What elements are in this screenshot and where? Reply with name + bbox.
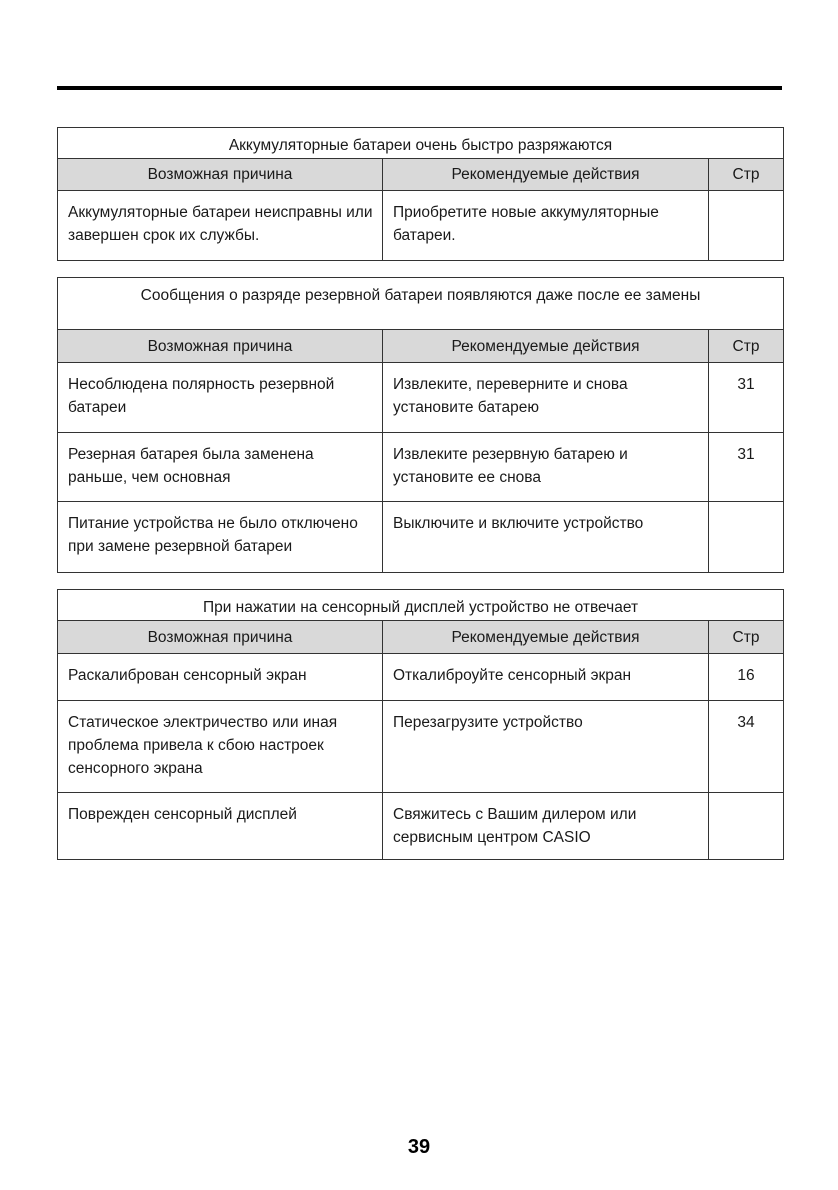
section-title: При нажатии на сенсорный дисплей устройство не отвечает xyxy=(58,590,784,621)
table-row xyxy=(58,363,784,433)
column-header-page: Стр xyxy=(709,621,784,654)
action-cell: Перезагрузите устройство xyxy=(383,701,709,793)
column-header-action: Рекомендуемые действия xyxy=(383,330,709,363)
column-header-cause: Возможная причина xyxy=(58,621,383,654)
table-row xyxy=(58,793,784,860)
page-cell xyxy=(709,502,784,573)
cause-cell: Питание устройства не было отключено при замене резервной батареи xyxy=(58,502,383,573)
page-cell xyxy=(709,793,784,860)
action-cell: Извлеките, переверните и снова установите батарею xyxy=(383,363,709,433)
page-cell: 31 xyxy=(709,433,784,502)
column-header-action: Рекомендуемые действия xyxy=(383,621,709,654)
cause-cell: Резерная батарея была заменена раньше, чем основная xyxy=(58,433,383,502)
column-header-page: Стр xyxy=(709,330,784,363)
action-cell: Извлеките резервную батарею и установите ее снова xyxy=(383,433,709,502)
column-header-cause: Возможная причина xyxy=(58,330,383,363)
section-title: Сообщения о разряде резервной батареи появляются даже после ее замены xyxy=(58,278,784,330)
cause-cell: Статическое электричество или иная проблема привела к сбою настроек сенсорного экрана xyxy=(58,701,383,793)
table-row xyxy=(58,433,784,502)
troubleshooting-table-backup-battery xyxy=(57,277,784,573)
troubleshooting-table-batteries-drain xyxy=(57,127,784,261)
table-row xyxy=(58,191,784,261)
top-rule xyxy=(57,86,782,90)
page-cell: 16 xyxy=(709,654,784,701)
column-header-cause: Возможная причина xyxy=(58,159,383,191)
table-row xyxy=(58,701,784,793)
column-header-page: Стр xyxy=(709,159,784,191)
section-title: Аккумуляторные батареи очень быстро разряжаются xyxy=(58,128,784,159)
action-cell: Откалиброуйте сенсорный экран xyxy=(383,654,709,701)
cause-cell: Раскалиброван сенсорный экран xyxy=(58,654,383,701)
page-cell xyxy=(709,191,784,261)
action-cell: Свяжитесь с Вашим дилером или сервисным центром CASIO xyxy=(383,793,709,860)
page-cell: 34 xyxy=(709,701,784,793)
cause-cell: Несоблюдена полярность резервной батареи xyxy=(58,363,383,433)
table-row xyxy=(58,654,784,701)
cause-cell: Аккумуляторные батареи неисправны или завершен срок их службы. xyxy=(58,191,383,261)
troubleshooting-table-touch-display xyxy=(57,589,784,860)
action-cell: Приобретите новые аккумуляторные батареи. xyxy=(383,191,709,261)
table-row xyxy=(58,502,784,573)
page-cell: 31 xyxy=(709,363,784,433)
action-cell: Выключите и включите устройство xyxy=(383,502,709,573)
page-number: 39 xyxy=(407,1136,431,1158)
column-header-action: Рекомендуемые действия xyxy=(383,159,709,191)
cause-cell: Поврежден сенсорный дисплей xyxy=(58,793,383,860)
